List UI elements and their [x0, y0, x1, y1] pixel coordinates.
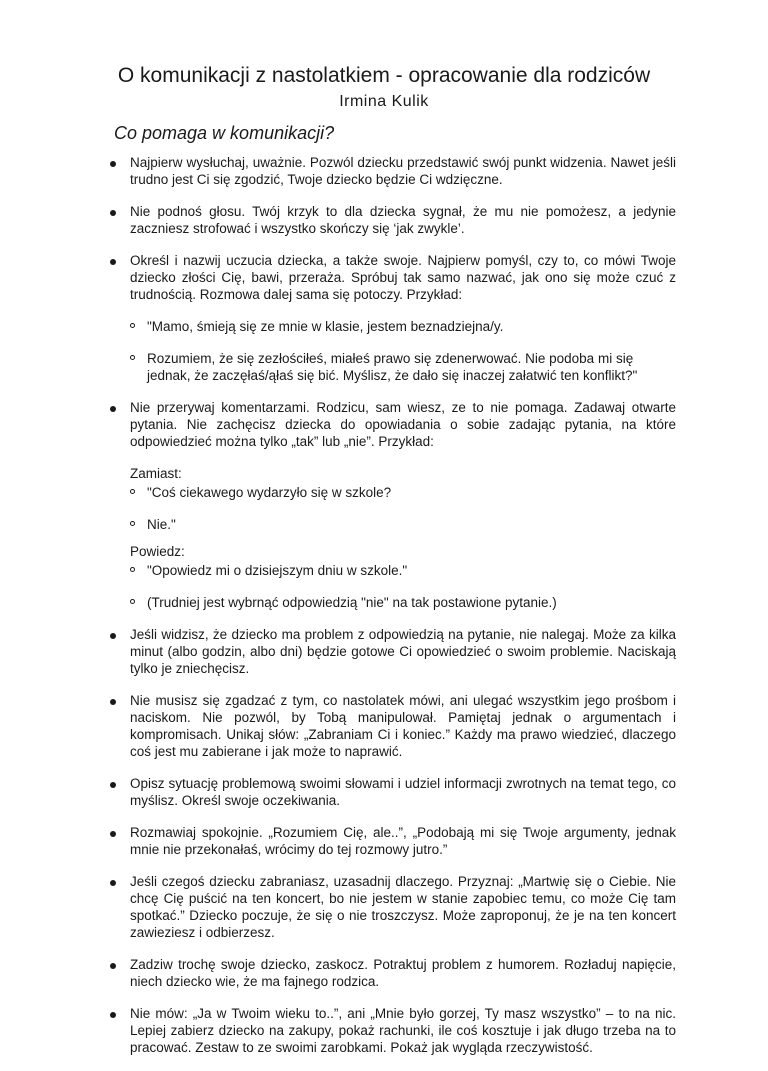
sub-list-item — [130, 484, 676, 501]
list-item — [130, 1005, 676, 1056]
sub-list-item — [130, 318, 676, 335]
document-title: O komunikacji z nastolatkiem - opracowanie dla rodziców — [117, 64, 651, 87]
circle-bullet-icon — [130, 599, 135, 604]
document-author: Irmina Kulik — [339, 93, 429, 110]
list-item — [130, 399, 676, 611]
example-label: Zamiast: — [130, 466, 182, 481]
sub-list-item-text: Rozumiem, że się zezłościłeś, miałeś prawo się zdenerwować. Nie podoba mi się jednak, że zaczęłaś/ąłaś się bić. Myślisz, że dało się inaczej załatwić ten konflikt?" — [147, 351, 638, 383]
sub-list-item-text: "Coś ciekawego wydarzyło się w szkole? — [147, 485, 392, 500]
list-item — [130, 252, 676, 384]
list-item-text: Jeśli czegoś dziecku zabraniasz, uzasadnij dlaczego. Przyznaj: „Martwię się o Ciebie. Nie chcę Cię puścić na ten koncert, bo nie jestem w stanie zapobiec temu, co może Cię tam spotkać.” Dziecko poczuje, że się o nie troszczysz. Może zaproponuj, że je na ten koncert zawieziesz i odbierzesz. — [130, 874, 676, 940]
sub-list-item — [130, 562, 676, 579]
list-item — [130, 626, 676, 677]
list-item-text: Zadziw trochę swoje dziecko, zaskocz. Potraktuj problem z humorem. Rozładuj napięcie, niech dziecko wie, że ma fajnego rodzica. — [130, 957, 676, 989]
example-label: Powiedz: — [130, 544, 185, 559]
list-item-text: Opisz sytuację problemową swoimi słowami i udziel informacji zwrotnych na temat tego, co myślisz. Określ swoje oczekiwania. — [130, 776, 676, 808]
circle-bullet-icon — [130, 489, 135, 494]
circle-bullet-icon — [130, 355, 135, 360]
bullet-icon — [110, 406, 116, 412]
list-item — [130, 775, 676, 809]
list-item-text: Nie przerywaj komentarzami. Rodzicu, sam wiesz, ze to nie pomaga. Zadawaj otwarte pytania. Nie zachęcisz dziecka do opowiadania o sobie zadając pytania, na które odpowiedzieć można tylko „tak” lub „nie”. Przykład: — [130, 400, 676, 449]
list-item-text: Najpierw wysłuchaj, uważnie. Pozwól dziecku przedstawić swój punkt widzenia. Nawet jeśli trudno jest Ci się zgodzić, Twoje dziecko będzie Ci wdzięczne. — [130, 155, 676, 187]
bullet-icon — [110, 210, 116, 216]
bullet-icon — [110, 633, 116, 639]
list-item-text: Jeśli widzisz, że dziecko ma problem z odpowiedzią na pytanie, nie nalegaj. Może za kilka minut (albo godzin, albo dni) będzie gotowe Ci opowiedzieć o swoim problemie. Naciskają tylko je zniechęcisz. — [130, 627, 676, 676]
sub-list-item-text: "Mamo, śmieją się ze mnie w klasie, jestem beznadziejna/y. — [147, 319, 504, 334]
sub-list-item-text: Nie." — [147, 517, 176, 532]
list-item-text: Nie mów: „Ja w Twoim wieku to..”, ani „Mnie było gorzej, Ty masz wszystko” – to na nic. Lepiej zabierz dziecko na zakupy, pokaż rachunki, ile coś kosztuje i jak długo trzeba na to pracować. Zestaw to ze swoimi zarobkami. Pokaż jak wygląda rzeczywistość. — [130, 1006, 676, 1055]
sub-list-item — [130, 350, 676, 384]
circle-bullet-icon — [130, 567, 135, 572]
bullet-icon — [110, 259, 116, 265]
section-heading: Co pomaga w komunikacji? — [114, 123, 335, 143]
bullet-icon — [110, 831, 116, 837]
sub-list-item-text: (Trudniej jest wybrnąć odpowiedzią "nie" na tak postawione pytanie.) — [147, 595, 557, 610]
list-item — [130, 154, 676, 188]
list-item-text: Nie musisz się zgadzać z tym, co nastolatek mówi, ani ulegać wszystkim jego prośbom i naciskom. Nie pozwól, by Tobą manipulował. Pamiętaj jednak o argumentach i kompromisach. Unikaj słów: „Zabraniam Ci i koniec.” Każdy ma prawo wiedzieć, dlaczego coś jest mu zabierane i jak może to naprawić. — [130, 693, 676, 759]
bullet-icon — [110, 963, 116, 969]
bullet-icon — [110, 880, 116, 886]
list-item — [130, 956, 676, 990]
bullet-icon — [110, 782, 116, 788]
list-item-text: Nie podnoś głosu. Twój krzyk to dla dziecka sygnał, że mu nie pomożesz, a jedynie zaczniesz strofować i wszystko skończy się ‘jak zwykle’. — [130, 204, 676, 236]
bullet-icon — [110, 1012, 116, 1018]
list-item — [130, 824, 676, 858]
circle-bullet-icon — [130, 323, 135, 328]
list-item — [130, 692, 676, 760]
bullet-icon — [110, 699, 116, 705]
bullet-list — [130, 154, 676, 1071]
sub-list-item — [130, 594, 676, 611]
list-item — [130, 203, 676, 237]
bullet-icon — [110, 161, 116, 167]
sub-list-item-text: "Opowiedz mi o dzisiejszym dniu w szkole." — [147, 563, 408, 578]
list-item-text: Rozmawiaj spokojnie. „Rozumiem Cię, ale..”, „Podobają mi się Twoje argumenty, jednak mnie nie przekonałaś, wrócimy do tej rozmowy jutro.” — [130, 825, 676, 857]
circle-bullet-icon — [130, 521, 135, 526]
list-item-text: Określ i nazwij uczucia dziecka, a także swoje. Najpierw pomyśl, czy to, co mówi Twoje dziecko złości Cię, bawi, przeraża. Spróbuj tak samo nazwać, jak ono się może czuć z trudnością. Rozmowa dalej sama się potoczy. Przykład: — [130, 253, 676, 302]
list-item — [130, 873, 676, 941]
sub-list-item — [130, 516, 676, 533]
